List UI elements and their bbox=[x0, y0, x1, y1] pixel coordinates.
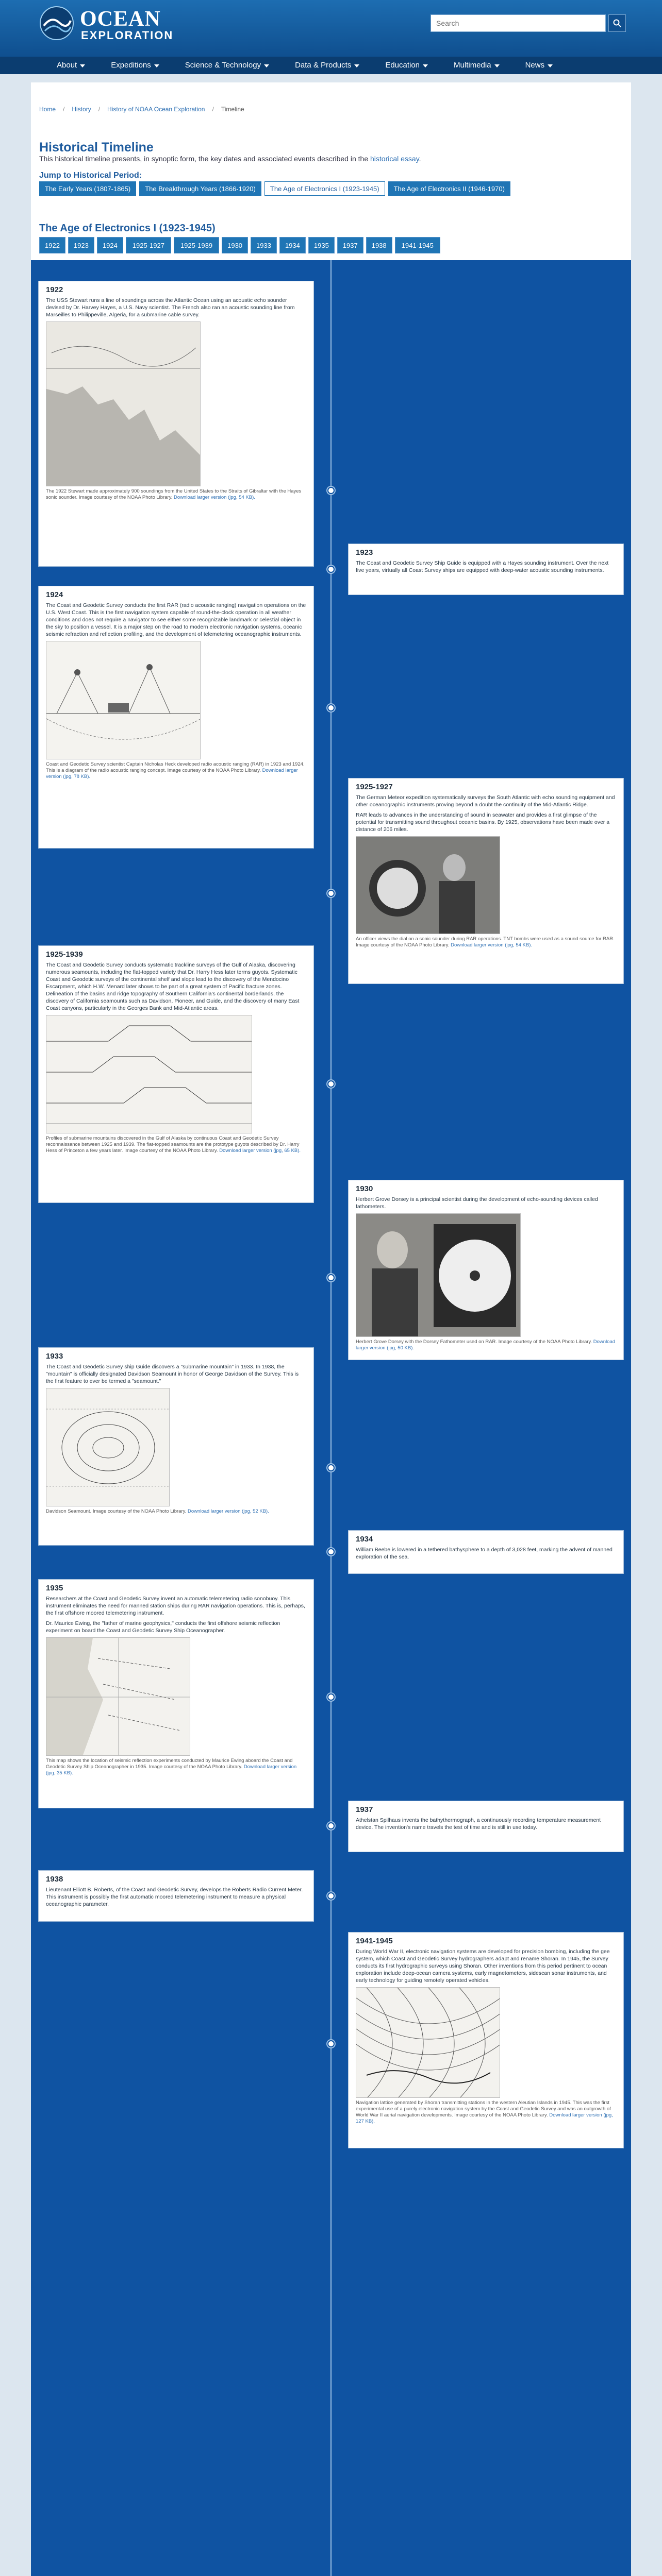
breadcrumb-home[interactable]: Home bbox=[39, 106, 56, 113]
nav-news[interactable]: News bbox=[525, 57, 558, 74]
event-image-davidson-seamount[interactable] bbox=[46, 1388, 170, 1506]
nav-expeditions[interactable]: Expeditions bbox=[111, 57, 164, 74]
year-button[interactable]: 1934 bbox=[279, 237, 306, 253]
download-link[interactable]: Download larger version (jpg, 52 KB). bbox=[187, 1509, 269, 1514]
breadcrumb-history-noaa[interactable]: History of NOAA Ocean Exploration bbox=[107, 106, 205, 113]
timeline-marker bbox=[327, 1080, 335, 1088]
event-text-2: RAR leads to advances in the understanding of sound in seawater and provides a first glimpse of the potential for transmitting sound throughout oceanic basins. By 1925, observations have been made over a distance of 206 miles. bbox=[356, 812, 610, 833]
timeline-event-1925-1939 bbox=[38, 945, 314, 1203]
timeline-spine bbox=[330, 260, 332, 2576]
event-year: 1922 bbox=[46, 285, 63, 294]
download-link[interactable]: Download larger version (jpg, 35 KB). bbox=[46, 1764, 297, 1776]
event-year: 1935 bbox=[46, 1584, 63, 1592]
breadcrumb-history[interactable]: History bbox=[72, 106, 91, 113]
event-caption: Davidson Seamount. Image courtesy of the NOAA Photo Library. Download larger version (jpg, 52 KB). bbox=[46, 1509, 269, 1514]
event-caption: An officer views the dial on a sonic sounder during RAR operations. TNT bombs were used as a sound source for RAR. Image courtesy of the NOAA Photo Library. Download larger version (jpg, 54 KB). bbox=[356, 936, 615, 948]
event-text-2: Dr. Maurice Ewing, the "father of marine geophysics," conducts the first offshore seismic reflection experiment on board the Coast and Geodetic Survey Ship Oceanographer. bbox=[46, 1620, 280, 1634]
event-text: Researchers at the Coast and Geodetic Survey invent an automatic telemetering radio sonobuoy. This instrument eliminates the need for manned station ships during RAR navigation operations. This is, perhaps, the first offshore moored telemetering instrument. bbox=[46, 1596, 305, 1616]
period-breakthrough-years[interactable]: The Breakthrough Years (1866-1920) bbox=[139, 181, 261, 196]
timeline-event-1933 bbox=[38, 1347, 314, 1546]
download-link[interactable]: Download larger version (jpg, 65 KB). bbox=[219, 1148, 301, 1154]
event-year: 1934 bbox=[356, 1535, 373, 1544]
year-button[interactable]: 1935 bbox=[308, 237, 335, 253]
year-button[interactable]: 1938 bbox=[366, 237, 392, 253]
event-text: The Coast and Geodetic Survey conducts systematic trackline surveys of the Gulf of Alaska, discovering numerous seamounts, including the flat-topped variety that Dr. Harry Hess later terms guyots. Systematic Coast and Geodetic surveys of the continental shelf and slope lead to the discovery of the Mendocino Escarpment, which H.W. Menard later shows to be part of a great system of Pacific fracture zones. Delineation of the basins and ridge topography of Southern California's continental borderlands, the discovery of California seamounts such as Davidson, Pioneer, and Guide, and the discovery of many East Coast canyons, particularly in the Georges Bank and Mid-Atlantic areas. bbox=[46, 962, 300, 1011]
event-text: The USS Stewart runs a line of soundings across the Atlantic Ocean using an acoustic echo sounder devised by Dr. Harvey Hayes, a U.S. Navy scientist. The French also ran an acoustic sounding line from Marseilles to Philippeville, Algeria, for a submarine cable survey. bbox=[46, 297, 295, 318]
event-text: William Beebe is lowered in a tethered bathysphere to a depth of 3,028 feet, marking the advent of manned exploration of the sea. bbox=[356, 1547, 613, 1560]
event-text: The Coast and Geodetic Survey Ship Guide is equipped with a Hayes sounding instrument. Over the next five years, virtually all Coast Survey ships are equipped with deep-water acoustic sounding instruments. bbox=[356, 560, 609, 573]
timeline-marker bbox=[327, 1274, 335, 1281]
timeline bbox=[31, 260, 631, 2576]
page-title: Historical Timeline bbox=[39, 140, 154, 155]
event-caption: The 1922 Stewart made approximately 900 soundings from the United States to the Straits of Gibraltar with the Hayes sonic sounder. Image courtesy of the NOAA Photo Library. Download larger version (jpg, 54 KB). bbox=[46, 488, 302, 500]
download-link[interactable]: Download larger version (jpg, 127 KB). bbox=[356, 2112, 613, 2124]
timeline-marker bbox=[327, 704, 335, 711]
page-intro: This historical timeline presents, in synoptic form, the key dates and associated events described in the historical essay. bbox=[39, 155, 421, 163]
download-link[interactable]: Download larger version (jpg, 54 KB). bbox=[174, 495, 255, 500]
download-link[interactable]: Download larger version (jpg, 50 KB). bbox=[356, 1339, 616, 1351]
year-buttons bbox=[39, 237, 440, 253]
year-button[interactable]: 1923 bbox=[68, 237, 94, 253]
event-image-sounding-profile[interactable] bbox=[46, 321, 201, 486]
search-input[interactable] bbox=[431, 14, 606, 32]
timeline-event-1941-1945 bbox=[348, 1932, 624, 2148]
event-image-seismic-map[interactable] bbox=[46, 1637, 190, 1756]
jump-label: Jump to Historical Period: bbox=[39, 171, 142, 180]
year-button[interactable]: 1922 bbox=[39, 237, 65, 253]
timeline-marker bbox=[327, 487, 335, 494]
year-button[interactable]: 1941-1945 bbox=[395, 237, 440, 253]
event-year: 1933 bbox=[46, 1352, 63, 1361]
timeline-event-1930 bbox=[348, 1180, 624, 1360]
nav-education[interactable]: Education bbox=[385, 57, 433, 74]
timeline-marker bbox=[327, 1693, 335, 1701]
event-caption: Navigation lattice generated by Shoran transmitting stations in the western Aleutian Islands in 1945. This was the first experimental use of a purely electronic navigation system by the Coast and Geodetic Survey and was an outgrowth of World War II aerial navigation developments. Image courtesy of the NOAA Photo Library. Download larger version (jpg, 127 KB). bbox=[356, 2100, 613, 2124]
event-caption: This map shows the location of seismic reflection experiments conducted by Maurice Ewing aboard the Coast and Geodetic Survey Ship Oceanographer in 1935. Image courtesy of the NOAA Photo Library. Download larger version (jpg, 35 KB). bbox=[46, 1758, 297, 1776]
timeline-event-1924 bbox=[38, 586, 314, 849]
event-year: 1925-1927 bbox=[356, 783, 393, 791]
event-text: The Coast and Geodetic Survey conducts the first RAR (radio acoustic ranging) navigation operations on the U.S. West Coast. This is the first navigation system capable of round-the-clock operation in all weather conditions and does not require a navigator to see either some recognizable landmark or celestial object in the sky to position a vessel. It is a major step on the road to modern electronic navigation systems, oceanic seismic refraction and reflection profiling, and the development of telemetering oceanographic instruments. bbox=[46, 602, 306, 637]
event-text: The Coast and Geodetic Survey ship Guide discovers a "submarine mountain" in 1933. In 1938, the "mountain" is officially designated Davidson Seamount in honor of George Davidson of the Survey. This is the first feature to ever be termed a "seamount." bbox=[46, 1364, 299, 1384]
event-text: Herbert Grove Dorsey is a principal scientist during the development of echo-sounding devices called fathometers. bbox=[356, 1196, 598, 1210]
event-text: The German Meteor expedition systematically surveys the South Atlantic with echo sounding equipment and other oceanographic instruments proving beyond a doubt the continuity of the Mid-Atlantic Ridge. bbox=[356, 794, 615, 808]
year-button[interactable]: 1925-1939 bbox=[174, 237, 219, 253]
timeline-marker bbox=[327, 1892, 335, 1900]
timeline-event-1922 bbox=[38, 281, 314, 567]
download-link[interactable]: Download larger version (jpg, 54 KB). bbox=[451, 942, 533, 948]
nav-about[interactable]: About bbox=[57, 57, 90, 74]
search-button[interactable] bbox=[608, 14, 626, 32]
logo-text-ocean: OCEAN bbox=[80, 7, 161, 31]
timeline-marker bbox=[327, 1548, 335, 1555]
event-year: 1925-1939 bbox=[46, 950, 83, 959]
event-text: Athelstan Spilhaus invents the bathythermograph, a continuously recording temperature measurement device. The invention's name travels the test of time and is still in use today. bbox=[356, 1817, 601, 1831]
timeline-event-1934 bbox=[348, 1530, 624, 1574]
year-button[interactable]: 1933 bbox=[251, 237, 277, 253]
event-image-shoran-lattice[interactable] bbox=[356, 1987, 500, 2098]
year-button[interactable]: 1937 bbox=[337, 237, 363, 253]
event-year: 1923 bbox=[356, 548, 373, 557]
nav-data-products[interactable]: Data & Products bbox=[295, 57, 365, 74]
period-electronics-1[interactable]: The Age of Electronics I (1923-1945) bbox=[264, 181, 385, 196]
period-electronics-2[interactable]: The Age of Electronics II (1946-1970) bbox=[388, 181, 510, 196]
timeline-marker bbox=[327, 1464, 335, 1471]
content-area bbox=[31, 82, 631, 2576]
event-text: Lieutenant Elliott B. Roberts, of the Coast and Geodetic Survey, develops the Roberts Radio Current Meter. This instrument is possibly the first automatic moored telemetering instrument to measure a physical oceanographic parameter. bbox=[46, 1887, 303, 1907]
timeline-marker bbox=[327, 890, 335, 897]
timeline-marker bbox=[327, 2040, 335, 2047]
event-image-dorsey-fathometer[interactable] bbox=[356, 1213, 521, 1337]
event-caption: Coast and Geodetic Survey scientist Captain Nicholas Heck developed radio acoustic ranging (RAR) in 1923 and 1924. This is a diagram of the radio acoustic ranging concept. Image courtesy of the NOAA Photo Library. Download larger version (jpg, 78 KB). bbox=[46, 761, 305, 779]
timeline-marker bbox=[327, 566, 335, 573]
download-link[interactable]: Download larger version (jpg, 78 KB). bbox=[46, 768, 298, 779]
year-button[interactable]: 1924 bbox=[97, 237, 123, 253]
period-early-years[interactable]: The Early Years (1807-1865) bbox=[39, 181, 136, 196]
event-year: 1937 bbox=[356, 1805, 373, 1814]
event-year: 1924 bbox=[46, 590, 63, 599]
search-icon bbox=[613, 19, 621, 27]
event-year: 1930 bbox=[356, 1184, 373, 1193]
event-text: During World War II, electronic navigation systems are developed for precision bombing, including the gee system, which Coast and Geodetic Survey hydrographers adapt and rename Shoran. In 1945, the Survey conducts its first hydrographic surveys using Shoran. Other inventions from this period pertinent to ocean exploration include deep-ocean camera systems, early magnetometers, sidescan sonar instruments, and early technology for guiding remotely operated vehicles. bbox=[356, 1948, 610, 1984]
historical-essay-link[interactable]: historical essay bbox=[370, 155, 419, 163]
event-year: 1941-1945 bbox=[356, 1937, 393, 1945]
timeline-event-1938 bbox=[38, 1870, 314, 1922]
main-nav bbox=[0, 57, 662, 74]
event-image-seamount-profiles[interactable] bbox=[46, 1015, 252, 1133]
timeline-event-1923 bbox=[348, 544, 624, 595]
section-title: The Age of Electronics I (1923-1945) bbox=[39, 223, 216, 234]
timeline-event-1925-1927 bbox=[348, 778, 624, 984]
event-year: 1938 bbox=[46, 1875, 63, 1884]
event-caption: Profiles of submarine mountains discovered in the Gulf of Alaska by continuous Coast and Geodetic Survey reconnaissance between 1925 and 1939. The flat-topped seamounts are the prototype guyots described by Dr. Harry Hess of Princeton a few years later. Image courtesy of the NOAA Photo Library. Download larger version (jpg, 65 KB). bbox=[46, 1136, 301, 1154]
year-button[interactable]: 1925-1927 bbox=[126, 237, 171, 253]
event-image-rar-diagram[interactable] bbox=[46, 641, 201, 759]
period-tabs bbox=[39, 181, 510, 196]
ocean-swirl-icon bbox=[39, 5, 75, 41]
timeline-event-1937 bbox=[348, 1801, 624, 1852]
timeline-marker bbox=[327, 1822, 335, 1829]
site-logo[interactable] bbox=[39, 3, 193, 44]
breadcrumb: Home / History / History of NOAA Ocean Exploration / Timeline bbox=[39, 106, 244, 113]
event-caption: Herbert Grove Dorsey with the Dorsey Fathometer used on RAR. Image courtesy of the NOAA Photo Library. Download larger version (jpg, 50 KB). bbox=[356, 1339, 616, 1351]
nav-science-technology[interactable]: Science & Technology bbox=[185, 57, 274, 74]
event-image-sonic-sounder-officer[interactable] bbox=[356, 836, 500, 934]
breadcrumb-current: Timeline bbox=[221, 106, 244, 113]
timeline-event-1935 bbox=[38, 1579, 314, 1808]
year-button[interactable]: 1930 bbox=[222, 237, 248, 253]
site-header bbox=[0, 0, 662, 57]
nav-multimedia[interactable]: Multimedia bbox=[454, 57, 505, 74]
logo-text-exploration: EXPLORATION bbox=[81, 29, 174, 42]
